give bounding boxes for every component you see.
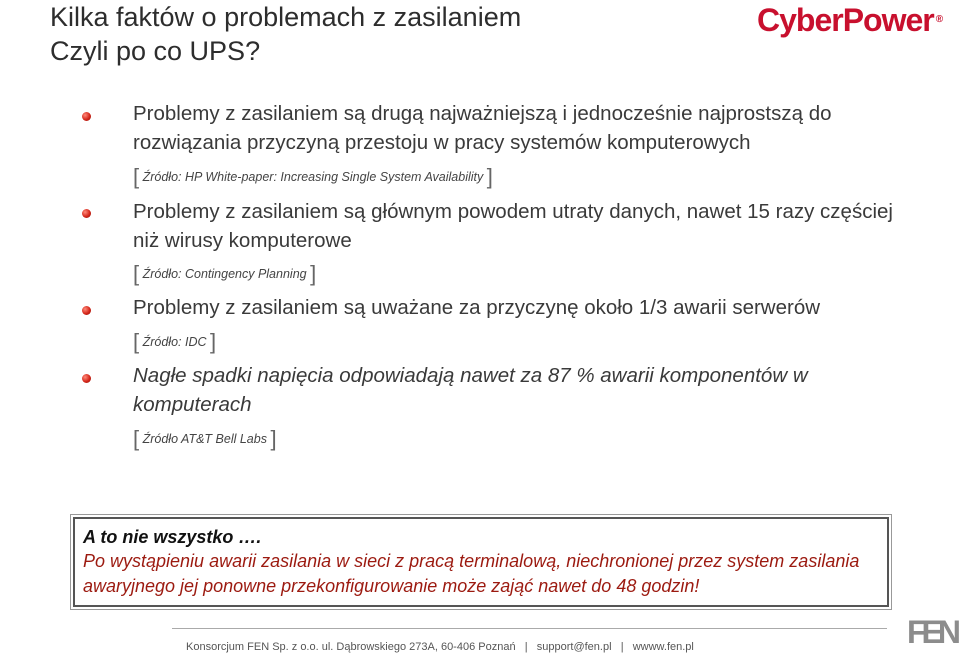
footer-divider: [172, 628, 887, 629]
highlight-box: [73, 517, 889, 607]
title-line-2: Czyli po co UPS?: [50, 36, 261, 66]
footer-text: Konsorcjum FEN Sp. z o.o. ul. Dąbrowskiego 273A, 60-406 Poznań | support@fen.pl | wwww.fen.pl: [186, 641, 694, 653]
list-item: Problemy z zasilaniem są głównym powodem utraty danych, nawet 15 razy częściej niż wirusy komputerowe: [133, 200, 893, 252]
logo-text: CyberPower: [757, 2, 934, 38]
list-item: Problemy z zasilaniem są uważane za przyczynę około 1/3 awarii serwerów: [133, 296, 821, 319]
bullet-icon: [82, 374, 91, 383]
logo-registered-mark: ®: [935, 14, 943, 25]
fen-logo: FEN: [907, 614, 956, 650]
source-citation: [ Źródło: IDC ]: [133, 329, 217, 354]
list-item: Problemy z zasilaniem są drugą najważniejszą i jednocześnie najprostszą do rozwiązania przyczyną przestoju w pracy systemów komputerowych: [133, 102, 832, 154]
box-text: Po wystąpieniu awarii zasilania w sieci z pracą terminalową, niechronionej przez system zasilania awaryjnego jej ponowne przekonfigurowanie może zająć nawet do 48 godzin!: [83, 551, 860, 596]
source-citation: [ Źródło AT&T Bell Labs ]: [133, 426, 277, 451]
bullet-icon: [82, 112, 91, 121]
box-title: A to nie wszystko ….: [83, 527, 262, 547]
list-item: Nagłe spadki napięcia odpowiadają nawet za 87 % awarii komponentów w komputerach: [133, 364, 808, 416]
bullet-icon: [82, 306, 91, 315]
source-citation: [ Źródło: HP White-paper: Increasing Single System Availability ]: [133, 164, 493, 189]
cyberpower-logo: [757, 2, 942, 38]
page-title: [50, 0, 521, 68]
source-citation: [ Źródło: Contingency Planning ]: [133, 261, 317, 286]
title-line-1: Kilka faktów o problemach z zasilaniem: [50, 2, 522, 32]
bullet-icon: [82, 209, 91, 218]
